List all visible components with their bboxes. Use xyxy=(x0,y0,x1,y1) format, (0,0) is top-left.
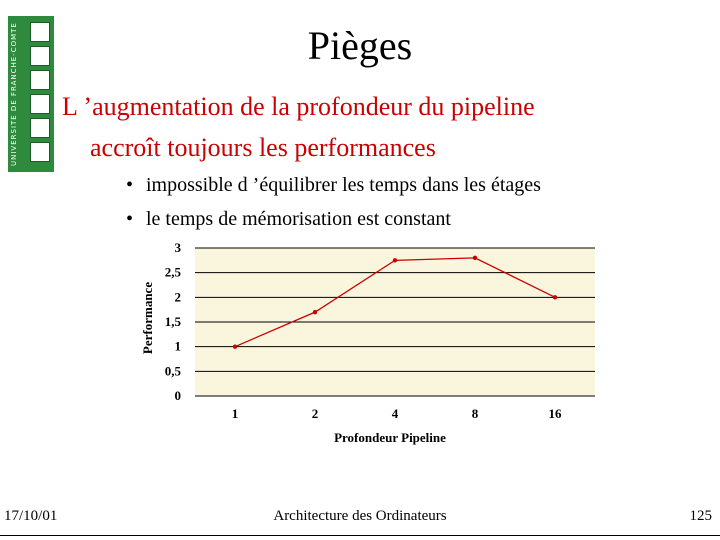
logo-text: UNIVERSITE DE FRANCHE-COMTE xyxy=(10,22,18,166)
y-tick-labels xyxy=(165,240,182,403)
x-axis-label: Profondeur Pipeline xyxy=(334,430,446,445)
y-tick-label: 2 xyxy=(174,289,181,305)
bullet-text: impossible d ’équilibrer les temps dans les étages xyxy=(146,174,541,196)
x-tick-label: 2 xyxy=(311,406,319,421)
y-tick-label: 1 xyxy=(174,338,181,354)
y-tick-label: 1,5 xyxy=(164,314,181,329)
footer-date: 17/10/01 xyxy=(4,508,58,524)
slide-title: Pièges xyxy=(307,23,413,68)
x-tick-labels xyxy=(232,406,562,421)
data-point xyxy=(473,256,477,260)
x-tick-label: 1 xyxy=(231,406,239,421)
data-point xyxy=(233,344,237,348)
data-point xyxy=(313,310,317,314)
data-point xyxy=(553,295,557,299)
y-tick-label: 0 xyxy=(174,388,181,403)
x-tick-label: 16 xyxy=(548,406,562,421)
data-point xyxy=(393,258,397,262)
x-tick-label: 8 xyxy=(471,406,479,421)
statement-line-2: accroît toujours les performances xyxy=(90,133,436,162)
bullet-text: le temps de mémorisation est constant xyxy=(146,208,451,230)
y-axis-label: Performance xyxy=(140,281,155,355)
footer-course: Architecture des Ordinateurs xyxy=(273,508,447,524)
y-tick-label: 3 xyxy=(174,240,181,255)
footer-page-number: 125 xyxy=(689,508,712,524)
y-tick-label: 2,5 xyxy=(164,264,181,280)
bullet-dot-icon: • xyxy=(126,208,134,230)
statement-line-1: L ’augmentation de la profondeur du pipeline xyxy=(62,92,535,121)
bullet-dot-icon: • xyxy=(126,174,134,196)
x-tick-label: 4 xyxy=(391,406,399,421)
y-tick-label: 0,5 xyxy=(164,363,181,379)
footer-divider xyxy=(0,535,720,536)
